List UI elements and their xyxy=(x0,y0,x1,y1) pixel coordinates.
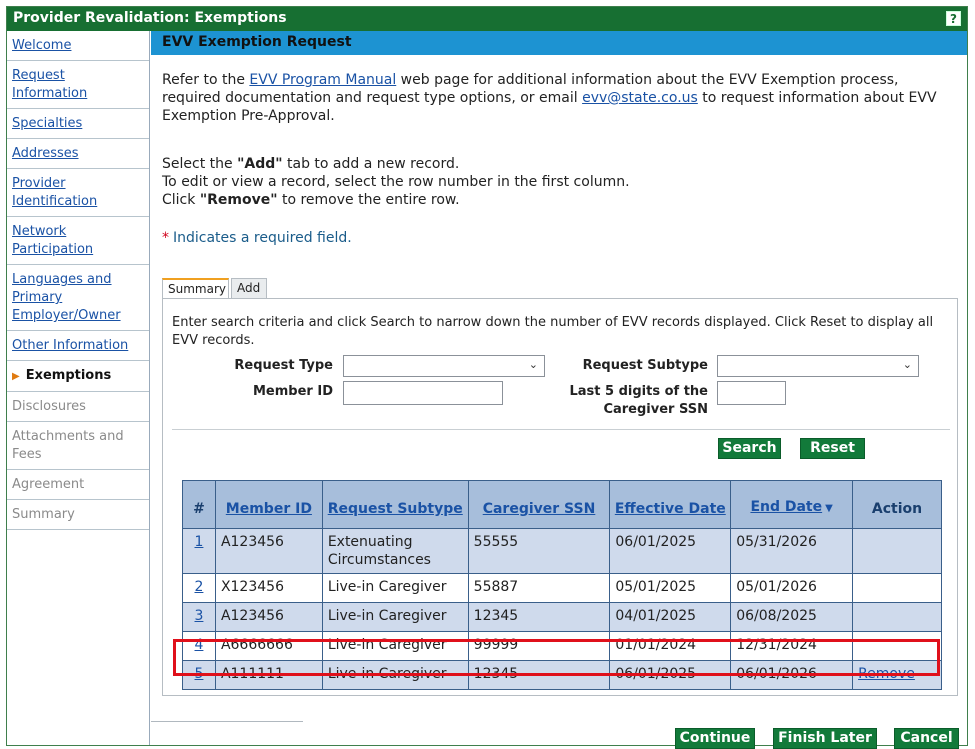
col-header-num: # xyxy=(183,481,216,529)
sidebar-link[interactable]: Languages and Primary Employer/Owner xyxy=(12,272,121,323)
request-subtype-select[interactable] xyxy=(717,355,919,377)
col-header-end-date[interactable] xyxy=(731,481,853,529)
intro-text: Refer to the xyxy=(162,72,250,88)
cell-caregiver-ssn: 99999 xyxy=(468,632,610,661)
intro-text: to request information about EVV Exemption Pre-Approval. xyxy=(162,90,937,124)
cell-action xyxy=(853,574,942,603)
cell-caregiver-ssn: 55555 xyxy=(468,529,610,574)
cell-request-subtype: Live-in Caregiver xyxy=(322,661,468,690)
cell-caregiver-ssn: 55887 xyxy=(468,574,610,603)
sidebar-item-disclosures xyxy=(7,392,149,422)
instruction-bold: "Add" xyxy=(237,156,283,172)
sidebar-link[interactable]: Specialties xyxy=(12,116,83,131)
sidebar-item-languages[interactable] xyxy=(7,265,149,331)
request-subtype-label: Request Subtype xyxy=(582,358,708,373)
sidebar-link[interactable]: Other Information xyxy=(12,338,129,353)
required-field-note xyxy=(162,229,956,247)
sidebar-link[interactable]: Addresses xyxy=(12,146,79,161)
search-button[interactable]: Search xyxy=(718,438,781,459)
cell-end-date: 05/31/2026 xyxy=(731,529,853,574)
sidebar-item-addresses[interactable] xyxy=(7,139,149,169)
instruction-line xyxy=(162,155,956,173)
table-row xyxy=(183,632,942,661)
cell-effective-date: 01/01/2024 xyxy=(610,632,731,661)
table-header-row xyxy=(183,481,942,529)
sidebar-item-exemptions xyxy=(7,361,149,392)
col-header-caregiver-ssn[interactable]: Caregiver SSN xyxy=(468,481,610,529)
cell-effective-date: 06/01/2025 xyxy=(610,529,731,574)
table-row xyxy=(183,529,942,574)
member-id-label: Member ID xyxy=(253,384,333,399)
cell-caregiver-ssn: 12345 xyxy=(468,603,610,632)
finish-later-button[interactable]: Finish Later xyxy=(773,728,877,749)
col-header-action: Action xyxy=(853,481,942,529)
chevron-down-icon: ⌄ xyxy=(528,358,538,371)
cell-end-date: 06/08/2025 xyxy=(731,603,853,632)
instruction-text: to remove the entire row. xyxy=(277,192,460,208)
cell-request-subtype: Live-in Caregiver xyxy=(322,603,468,632)
cell-action xyxy=(853,661,942,690)
summary-panel xyxy=(162,298,958,696)
reset-button[interactable]: Reset xyxy=(800,438,865,459)
sidebar-label: Agreement xyxy=(12,477,85,492)
intro-text: web page for additional information about the EVV Exemption process, required documentation and request type options, or email xyxy=(162,72,899,106)
cell-member-id: A111111 xyxy=(215,661,322,690)
footer-divider xyxy=(151,721,303,722)
instruction-text: tab to add a new record. xyxy=(282,156,460,172)
end-date-header-label[interactable]: End Date xyxy=(750,499,823,515)
row-number-link[interactable]: 2 xyxy=(194,579,204,595)
sidebar-link[interactable]: Provider Identification xyxy=(12,176,98,209)
instruction-bold: "Remove" xyxy=(199,192,278,208)
cell-effective-date: 05/01/2025 xyxy=(610,574,731,603)
sort-descending-icon[interactable]: ▼ xyxy=(825,503,833,514)
continue-button[interactable]: Continue xyxy=(675,728,755,749)
instruction-text: Select the xyxy=(162,156,238,172)
evv-records-table xyxy=(182,480,942,690)
cell-action xyxy=(853,632,942,661)
sidebar-item-request-information[interactable] xyxy=(7,61,149,109)
sidebar-item-provider-identification[interactable] xyxy=(7,169,149,217)
col-header-request-subtype[interactable]: Request Subtype xyxy=(322,481,468,529)
table-row xyxy=(183,661,942,690)
cell-caregiver-ssn: 12345 xyxy=(468,661,610,690)
cell-action xyxy=(853,529,942,574)
instruction-line xyxy=(162,191,956,209)
cell-end-date: 05/01/2026 xyxy=(731,574,853,603)
cell-effective-date: 06/01/2025 xyxy=(610,661,731,690)
tab-add[interactable]: Add xyxy=(231,278,267,298)
sidebar-link[interactable]: Network Participation xyxy=(12,224,94,257)
instruction-line: To edit or view a record, select the row number in the first column. xyxy=(162,174,630,190)
sidebar-label: Disclosures xyxy=(12,399,86,414)
search-description: Enter search criteria and click Search to narrow down the number of EVV records displayed. Click Reset to display all EVV records. xyxy=(172,315,934,348)
row-number-link[interactable]: 5 xyxy=(194,666,204,682)
section-title: EVV Exemption Request xyxy=(151,31,967,55)
window-title: Provider Revalidation: Exemptions xyxy=(13,10,287,26)
col-header-member-id[interactable]: Member ID xyxy=(215,481,322,529)
sidebar-item-attachments-and-fees xyxy=(7,422,149,470)
instructions xyxy=(162,155,956,209)
cancel-button[interactable]: Cancel xyxy=(894,728,959,749)
help-icon[interactable]: ? xyxy=(946,11,961,26)
cell-request-subtype: Extenuating Circumstances xyxy=(322,529,468,574)
intro-paragraph xyxy=(162,71,956,125)
cell-member-id: A123456 xyxy=(215,529,322,574)
title-bar xyxy=(7,7,967,31)
request-type-select[interactable] xyxy=(343,355,545,377)
sidebar-item-network-participation[interactable] xyxy=(7,217,149,265)
sidebar-item-welcome[interactable] xyxy=(7,31,149,61)
cell-member-id: A123456 xyxy=(215,603,322,632)
col-header-effective-date[interactable]: Effective Date xyxy=(610,481,731,529)
divider xyxy=(172,429,950,430)
cell-end-date: 12/31/2024 xyxy=(731,632,853,661)
remove-row-link[interactable]: Remove xyxy=(858,666,915,682)
chevron-down-icon: ⌄ xyxy=(902,358,912,371)
evv-email-link[interactable]: evv@state.co.us xyxy=(582,90,698,106)
required-note-text: Indicates a required field. xyxy=(173,230,352,246)
sidebar-label: Summary xyxy=(12,507,75,522)
sidebar-item-other-information[interactable] xyxy=(7,331,149,361)
sidebar-link[interactable]: Welcome xyxy=(12,38,72,53)
sidebar-item-specialties[interactable] xyxy=(7,109,149,139)
tab-summary[interactable]: Summary xyxy=(162,278,229,299)
sidebar-label: Exemptions xyxy=(25,368,112,383)
sidebar-item-agreement xyxy=(7,470,149,500)
evv-program-manual-link[interactable]: EVV Program Manual xyxy=(249,72,397,88)
table-row xyxy=(183,574,942,603)
sidebar-label: Attachments and Fees xyxy=(12,429,124,462)
row-number-link[interactable]: 1 xyxy=(194,534,204,550)
table-row xyxy=(183,603,942,632)
required-asterisk-icon: * xyxy=(162,230,169,246)
caregiver-ssn-label xyxy=(543,383,708,419)
ssn-label-line: Last 5 digits of the xyxy=(569,384,708,399)
request-type-label: Request Type xyxy=(234,358,333,373)
cell-action xyxy=(853,603,942,632)
sidebar-nav xyxy=(7,31,150,745)
row-number-link[interactable]: 4 xyxy=(194,637,204,653)
cell-request-subtype: Live-in Caregiver xyxy=(322,632,468,661)
caregiver-ssn-input[interactable] xyxy=(717,381,786,405)
sidebar-item-summary xyxy=(7,500,149,530)
cell-effective-date: 04/01/2025 xyxy=(610,603,731,632)
main-content xyxy=(151,31,967,745)
provider-revalidation-window xyxy=(6,6,968,746)
ssn-label-line: Caregiver SSN xyxy=(603,402,708,417)
sidebar-link[interactable]: Request Information xyxy=(12,68,88,101)
member-id-input[interactable] xyxy=(343,381,503,405)
cell-member-id: X123456 xyxy=(215,574,322,603)
cell-request-subtype: Live-in Caregiver xyxy=(322,574,468,603)
row-number-link[interactable]: 3 xyxy=(194,608,204,624)
instruction-text: Click xyxy=(162,192,200,208)
current-step-arrow-icon: ▶ xyxy=(12,371,20,382)
cell-end-date: 06/01/2026 xyxy=(731,661,853,690)
cell-member-id: A6666666 xyxy=(215,632,322,661)
